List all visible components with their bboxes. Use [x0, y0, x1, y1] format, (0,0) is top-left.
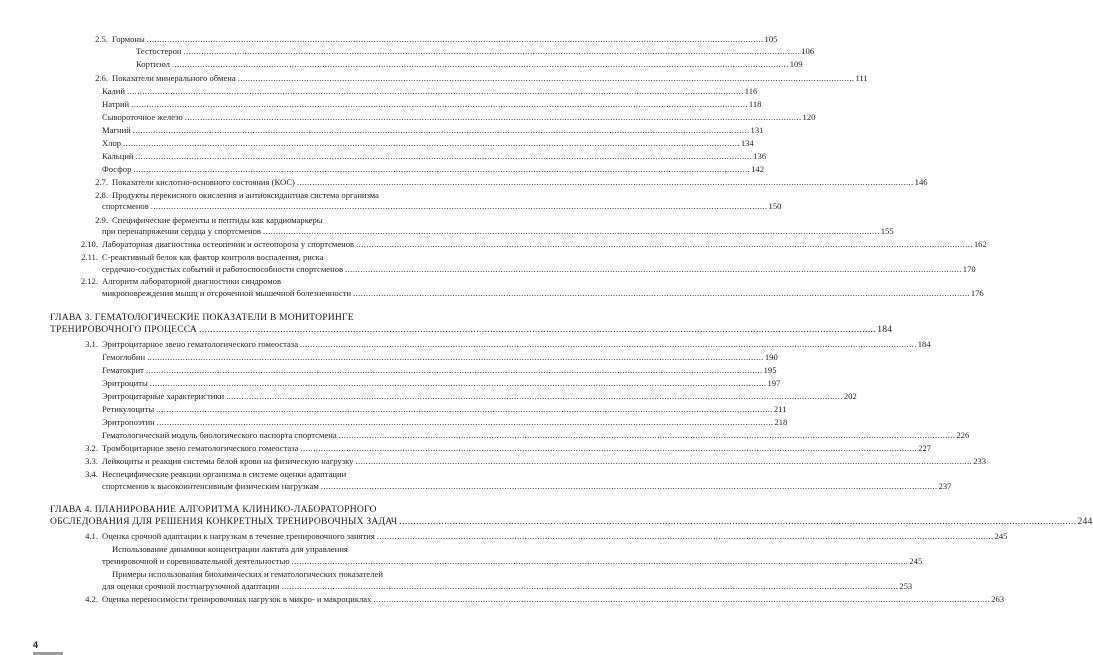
toc-entry: [0, 201, 782, 212]
toc-entry-number: 2.8.: [95, 190, 108, 200]
toc-entry-number: 3.1.: [85, 339, 98, 349]
toc-entry-page: 116: [744, 86, 758, 96]
toc-entry-number: 3.4.: [85, 469, 98, 479]
toc-entry: [0, 430, 970, 441]
toc-entry-title: Эритроцитарное звено гематологического гомеостаза: [102, 339, 299, 349]
toc-entry: [0, 151, 767, 162]
toc-entry-page: 190: [764, 352, 778, 362]
toc-leader-dots: ..................................................................................................................................................................................................................................................: [127, 86, 744, 96]
toc-entry-number: 2.11.: [81, 252, 98, 262]
toc-entry-title: Сывороточное железо: [102, 112, 183, 122]
toc-entry-title: Эритроциты: [102, 378, 148, 388]
toc-entry-title: Калий: [102, 86, 125, 96]
toc-entry: [0, 125, 764, 136]
toc-entry-number: 2.5.: [95, 34, 108, 44]
toc-entry-title: Гемоглобин: [102, 352, 146, 362]
toc-entry-title: Фосфор: [102, 164, 132, 174]
toc-leader-dots: ..................................................................................................................................................................................................................................................: [356, 239, 973, 249]
toc-entry: [0, 264, 976, 275]
toc-entry-page: 184: [917, 339, 931, 349]
toc-entry: [0, 378, 781, 389]
toc-entry: [0, 556, 923, 567]
toc-entry-page: 226: [956, 430, 970, 440]
toc-entry-number: 2.9.: [95, 215, 108, 225]
toc-leader-dots: ..................................................................................................................................................................................................................................................: [373, 594, 991, 604]
toc-entry: [0, 531, 1008, 542]
toc-entry: [0, 288, 984, 299]
toc-entry-page: 218: [774, 417, 788, 427]
toc-leader-dots: ..................................................................................................................................................................................................................................................: [345, 264, 962, 274]
toc-entry-title: Кортизол: [136, 59, 170, 69]
toc-entry-page: 134: [740, 138, 754, 148]
toc-entry-number: 2.7.: [95, 177, 108, 187]
toc-leader-dots: ..................................................................................................................................................................................................................................................: [399, 516, 1077, 527]
toc-leader-dots: ..................................................................................................................................................................................................................................................: [300, 339, 917, 349]
toc-entry-page: 136: [753, 151, 767, 161]
toc-entry-title: спортсменов: [102, 201, 149, 211]
toc-entry-title: Эритроцитарные характеристики: [102, 391, 225, 401]
page-number: 4: [33, 640, 39, 650]
toc-entry-page: 109: [789, 59, 803, 69]
toc-entry: [0, 112, 816, 123]
toc-entry: [0, 99, 762, 110]
toc-entry-title: Гематологический модуль биологического паспорта спортсмена: [102, 430, 337, 440]
toc-entry-page: 106: [801, 46, 815, 56]
toc-entry-number: 2.6.: [95, 73, 108, 83]
toc-entry-title: сердечно-сосудистых событий и работоспособности спортсменов: [102, 264, 344, 274]
toc-entry-title: для оценки срочной постнагрузочной адаптации: [102, 581, 280, 591]
toc-leader-dots: ..................................................................................................................................................................................................................................................: [184, 112, 802, 122]
toc-leader-dots: ..................................................................................................................................................................................................................................................: [171, 59, 789, 69]
toc-leader-dots: ..................................................................................................................................................................................................................................................: [147, 352, 764, 362]
toc-leader-dots: ..................................................................................................................................................................................................................................................: [338, 430, 956, 440]
toc-entry: [0, 138, 754, 149]
toc-entry: [0, 365, 777, 376]
chapter-heading: ГЛАВА 4. ПЛАНИРОВАНИЕ АЛГОРИТМА КЛИНИКО-ЛАБОРАТОРНОГО: [50, 504, 377, 515]
toc-entry-number: 4.1.: [85, 531, 98, 541]
toc-entry-title: Лабораторная диагностика остеопении и остеопороза у спортсменов: [102, 239, 355, 249]
toc-leader-dots: ..................................................................................................................................................................................................................................................: [291, 556, 909, 566]
toc-entry-page: 111: [855, 73, 868, 83]
toc-entry: [0, 324, 893, 335]
toc-entry-page: 197: [767, 378, 781, 388]
toc-entry: [0, 352, 778, 363]
toc-leader-dots: ..................................................................................................................................................................................................................................................: [353, 288, 970, 298]
toc-leader-dots: ..................................................................................................................................................................................................................................................: [146, 34, 764, 44]
toc-leader-dots: ..................................................................................................................................................................................................................................................: [131, 99, 748, 109]
toc-entry-title: микроповреждения мышц и отсроченной мышечной болезненности: [102, 288, 352, 298]
toc-entry: [0, 594, 1005, 605]
toc-leader-dots: ..................................................................................................................................................................................................................................................: [320, 481, 938, 491]
toc-entry: [0, 46, 815, 57]
toc-entry-title: Примеры использования биохимических и гематологических показателей: [112, 569, 383, 579]
toc-entry-title: Гормоны: [112, 34, 145, 44]
toc-entry-number: 3.3.: [85, 456, 98, 466]
toc-entry-title: Показатели кислотно-основного состояния (КОС): [112, 177, 295, 187]
toc-entry-number: 4.2.: [85, 594, 98, 604]
toc-leader-dots: ..................................................................................................................................................................................................................................................: [150, 201, 768, 211]
toc-leader-dots: ..................................................................................................................................................................................................................................................: [281, 581, 899, 591]
toc-entry-title: Алгоритм лабораторной диагностики синдромов: [102, 276, 281, 286]
toc-entry-page: 245: [994, 531, 1008, 541]
toc-entry-number: 3.2.: [85, 443, 98, 453]
toc-leader-dots: ..................................................................................................................................................................................................................................................: [135, 151, 753, 161]
toc-entry-page: 118: [748, 99, 762, 109]
toc-leader-dots: ..................................................................................................................................................................................................................................................: [300, 443, 918, 453]
toc-entry: [0, 391, 857, 402]
toc-entry-page: 184: [877, 324, 893, 335]
toc-entry-title: Использование динамики концентрации лактата для управления: [112, 544, 348, 554]
toc-entry: [0, 177, 928, 188]
toc-entry: [0, 481, 952, 492]
toc-entry-title: тренировочной и соревновательной деятельностью: [102, 556, 290, 566]
toc-entry-title: Хлор: [102, 138, 122, 148]
toc-entry-page: 245: [909, 556, 923, 566]
toc-entry-page: 237: [938, 481, 952, 491]
toc-leader-dots: ..................................................................................................................................................................................................................................................: [183, 46, 801, 56]
toc-entry-title: Оценка переносимости тренировочных нагрузок в микро- и макроциклах: [102, 594, 372, 604]
toc-entry: [0, 239, 987, 250]
toc-entry-page: 131: [750, 125, 764, 135]
toc-entry-title: Тромбоцитарное звено гематологического гомеостаза: [102, 443, 299, 453]
toc-leader-dots: ..................................................................................................................................................................................................................................................: [376, 531, 994, 541]
toc-entry-title: С-реактивный белок как фактор контроля воспаления, риска: [102, 252, 324, 262]
toc-entry-page: 162: [973, 239, 987, 249]
toc-entry-page: 176: [970, 288, 984, 298]
toc-entry: [0, 164, 765, 175]
toc-entry: [0, 34, 778, 45]
toc-entry: [0, 86, 758, 97]
toc-leader-dots: ..................................................................................................................................................................................................................................................: [199, 324, 877, 335]
toc-entry-page: 253: [899, 581, 913, 591]
toc-entry-page: 233: [973, 456, 987, 466]
toc-entry-page: 244: [1077, 516, 1093, 527]
toc-entry-page: 202: [843, 391, 857, 401]
toc-entry-page: 170: [962, 264, 976, 274]
toc-entry-page: 150: [768, 201, 782, 211]
toc-entry-title: Кальций: [102, 151, 134, 161]
toc-entry-page: 146: [914, 177, 928, 187]
toc-entry-title: Эритропоэтин: [102, 417, 155, 427]
toc-entry-title: Гематокрит: [102, 365, 144, 375]
toc-entry-title: Магний: [102, 125, 131, 135]
toc-leader-dots: ..................................................................................................................................................................................................................................................: [355, 456, 973, 466]
toc-entry-title: Продукты перекисного окисления и антиоксидантная система организма: [112, 190, 379, 200]
toc-leader-dots: ..................................................................................................................................................................................................................................................: [262, 226, 880, 236]
toc-entry: [0, 456, 987, 467]
toc-entry: [0, 73, 868, 84]
toc-entry-page: 227: [918, 443, 932, 453]
toc-entry-title: при перенапряжении сердца у спортсменов: [102, 226, 261, 236]
toc-leader-dots: ..................................................................................................................................................................................................................................................: [156, 404, 773, 414]
toc-leader-dots: ..................................................................................................................................................................................................................................................: [132, 125, 750, 135]
toc-entry-number: 2.12.: [80, 276, 98, 286]
toc-leader-dots: ..................................................................................................................................................................................................................................................: [226, 391, 843, 401]
toc-entry-title: Оценка срочной адаптации к нагрузкам в течение тренировочного занятия: [102, 531, 375, 541]
toc-leader-dots: ..................................................................................................................................................................................................................................................: [145, 365, 763, 375]
toc-leader-dots: ..................................................................................................................................................................................................................................................: [123, 138, 740, 148]
toc-entry-page: 105: [764, 34, 778, 44]
chapter-heading: ГЛАВА 3. ГЕМАТОЛОГИЧЕСКИЕ ПОКАЗАТЕЛИ В МОНИТОРИНГЕ: [50, 312, 354, 323]
toc-entry: [0, 581, 913, 592]
toc-entry-page: 120: [802, 112, 816, 122]
toc-entry: [0, 417, 788, 428]
toc-entry: [0, 226, 894, 237]
toc-entry-page: 195: [763, 365, 777, 375]
toc-entry: [0, 339, 931, 350]
toc-leader-dots: ..................................................................................................................................................................................................................................................: [156, 417, 774, 427]
chapter-heading: ОБСЛЕДОВАНИЯ ДЛЯ РЕШЕНИЯ КОНКРЕТНЫХ ТРЕНИРОВОЧНЫХ ЗАДАЧ: [50, 516, 398, 527]
toc-entry-title: Ретикулоциты: [102, 404, 155, 414]
toc-entry-title: Тестостерон: [136, 46, 182, 56]
toc-leader-dots: ..................................................................................................................................................................................................................................................: [296, 177, 914, 187]
chapter-heading: ТРЕНИРОВОЧНОГО ПРОЦЕССА: [50, 324, 198, 335]
toc-entry-page: 263: [991, 594, 1005, 604]
toc-entry-title: Специфические ферменты и пептиды как кардиомаркеры: [112, 215, 323, 225]
toc-entry-title: Неспецифические реакции организма в системе оценки адаптации: [102, 469, 347, 479]
toc-entry: [0, 404, 787, 415]
toc-entry-page: 155: [880, 226, 894, 236]
toc-entry-title: спортсменов к высокоинтенсивным физическим нагрузкам: [102, 481, 319, 491]
toc-entry: [0, 443, 932, 454]
toc-entry-title: Показатели минерального обмена: [112, 73, 236, 83]
toc-entry-page: 211: [773, 404, 787, 414]
toc-entry: [0, 516, 1093, 527]
toc-leader-dots: ..................................................................................................................................................................................................................................................: [133, 164, 751, 174]
toc-entry-number: 2.10.: [80, 239, 98, 249]
toc-entry-title: Лейкоциты и реакция системы белой крови на физическую нагрузку: [102, 456, 354, 466]
toc-entry: [0, 59, 803, 70]
toc-leader-dots: ..................................................................................................................................................................................................................................................: [237, 73, 855, 83]
toc-leader-dots: ..................................................................................................................................................................................................................................................: [149, 378, 767, 388]
toc-entry-page: 142: [751, 164, 765, 174]
toc-entry-title: Натрий: [102, 99, 130, 109]
